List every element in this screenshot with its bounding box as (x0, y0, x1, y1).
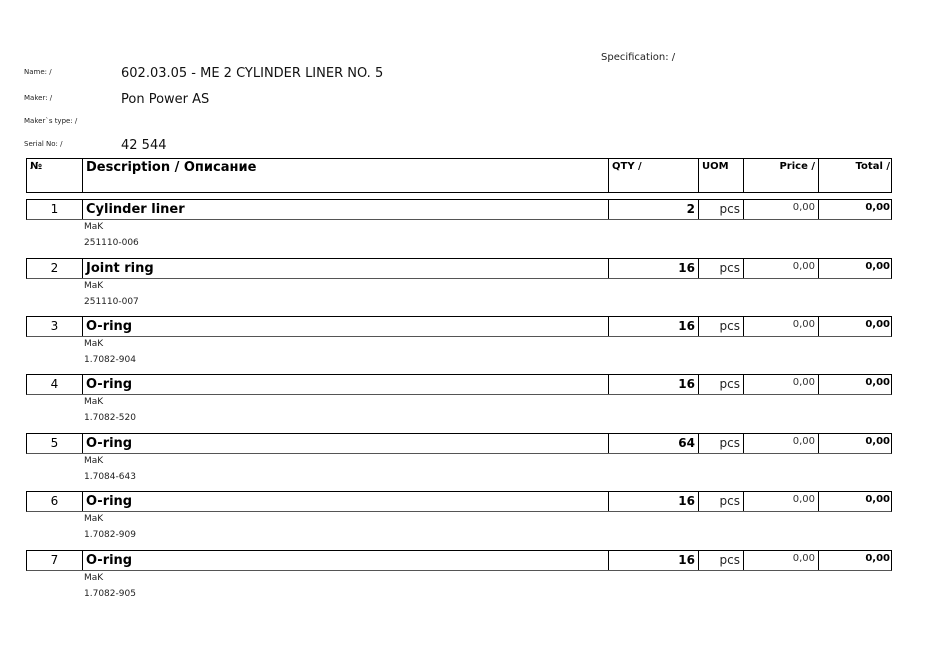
name-label: Name: / (24, 68, 52, 76)
row-uom: pcs (698, 375, 743, 394)
row-description: O-ring (82, 551, 608, 570)
row-description: O-ring (82, 317, 608, 336)
column-header-description: Description / Описание (82, 159, 608, 192)
table-row (26, 491, 892, 512)
row-uom: pcs (698, 317, 743, 336)
column-header-price: Price / (743, 159, 818, 192)
row-part-number: 251110-007 (84, 297, 139, 307)
row-number: 1 (50, 202, 59, 216)
specification-label: Specification: / (601, 52, 676, 63)
row-price: 0,00 (743, 375, 818, 394)
row-part-number: 1.7082-520 (84, 413, 136, 423)
column-header-no: № (30, 161, 43, 172)
row-description: Cylinder liner (82, 200, 608, 219)
row-number: 2 (50, 261, 59, 275)
row-price: 0,00 (743, 259, 818, 278)
row-price: 0,00 (743, 317, 818, 336)
row-uom: pcs (698, 492, 743, 511)
maker-type-label: Maker`s type: / (24, 117, 78, 125)
row-total: 0,00 (818, 492, 893, 511)
row-qty: 16 (608, 551, 698, 570)
row-part-number: 1.7082-905 (84, 589, 136, 599)
column-header-qty: QTY / (608, 159, 698, 192)
column-header-total: Total / (818, 159, 893, 192)
maker-label: Maker: / (24, 94, 53, 102)
name-value: 602.03.05 - ME 2 CYLINDER LINER NO. 5 (121, 66, 384, 81)
row-part-number: 251110-006 (84, 238, 139, 248)
row-qty: 16 (608, 259, 698, 278)
row-maker: MaK (84, 222, 104, 232)
row-part-number: 1.7084-643 (84, 472, 136, 482)
row-number: 4 (50, 377, 59, 391)
row-maker: MaK (84, 573, 104, 583)
row-part-number: 1.7082-909 (84, 530, 136, 540)
row-qty: 16 (608, 492, 698, 511)
serial-label: Serial No: / (24, 140, 63, 148)
row-price: 0,00 (743, 434, 818, 453)
table-header (26, 158, 892, 193)
row-maker: MaK (84, 514, 104, 524)
table-row (26, 199, 892, 220)
row-total: 0,00 (818, 375, 893, 394)
row-uom: pcs (698, 551, 743, 570)
row-total: 0,00 (818, 434, 893, 453)
serial-value: 42 544 (121, 138, 167, 153)
row-total: 0,00 (818, 551, 893, 570)
table-row (26, 258, 892, 279)
row-total: 0,00 (818, 200, 893, 219)
row-maker: MaK (84, 397, 104, 407)
row-uom: pcs (698, 200, 743, 219)
row-qty: 16 (608, 317, 698, 336)
row-description: O-ring (82, 434, 608, 453)
row-uom: pcs (698, 259, 743, 278)
row-part-number: 1.7082-904 (84, 355, 136, 365)
row-maker: MaK (84, 339, 104, 349)
row-description: O-ring (82, 375, 608, 394)
maker-value: Pon Power AS (121, 92, 210, 107)
row-uom: pcs (698, 434, 743, 453)
table-row (26, 316, 892, 337)
row-number: 5 (50, 436, 59, 450)
column-header-uom: UOM (698, 159, 743, 192)
row-number: 3 (50, 319, 59, 333)
row-total: 0,00 (818, 259, 893, 278)
row-maker: MaK (84, 456, 104, 466)
row-price: 0,00 (743, 492, 818, 511)
row-qty: 64 (608, 434, 698, 453)
table-row (26, 374, 892, 395)
row-description: O-ring (82, 492, 608, 511)
row-number: 7 (50, 553, 59, 567)
table-row (26, 433, 892, 454)
row-total: 0,00 (818, 317, 893, 336)
row-maker: MaK (84, 281, 104, 291)
row-qty: 2 (608, 200, 698, 219)
row-description: Joint ring (82, 259, 608, 278)
row-price: 0,00 (743, 551, 818, 570)
row-price: 0,00 (743, 200, 818, 219)
row-qty: 16 (608, 375, 698, 394)
table-row (26, 550, 892, 571)
row-number: 6 (50, 494, 59, 508)
